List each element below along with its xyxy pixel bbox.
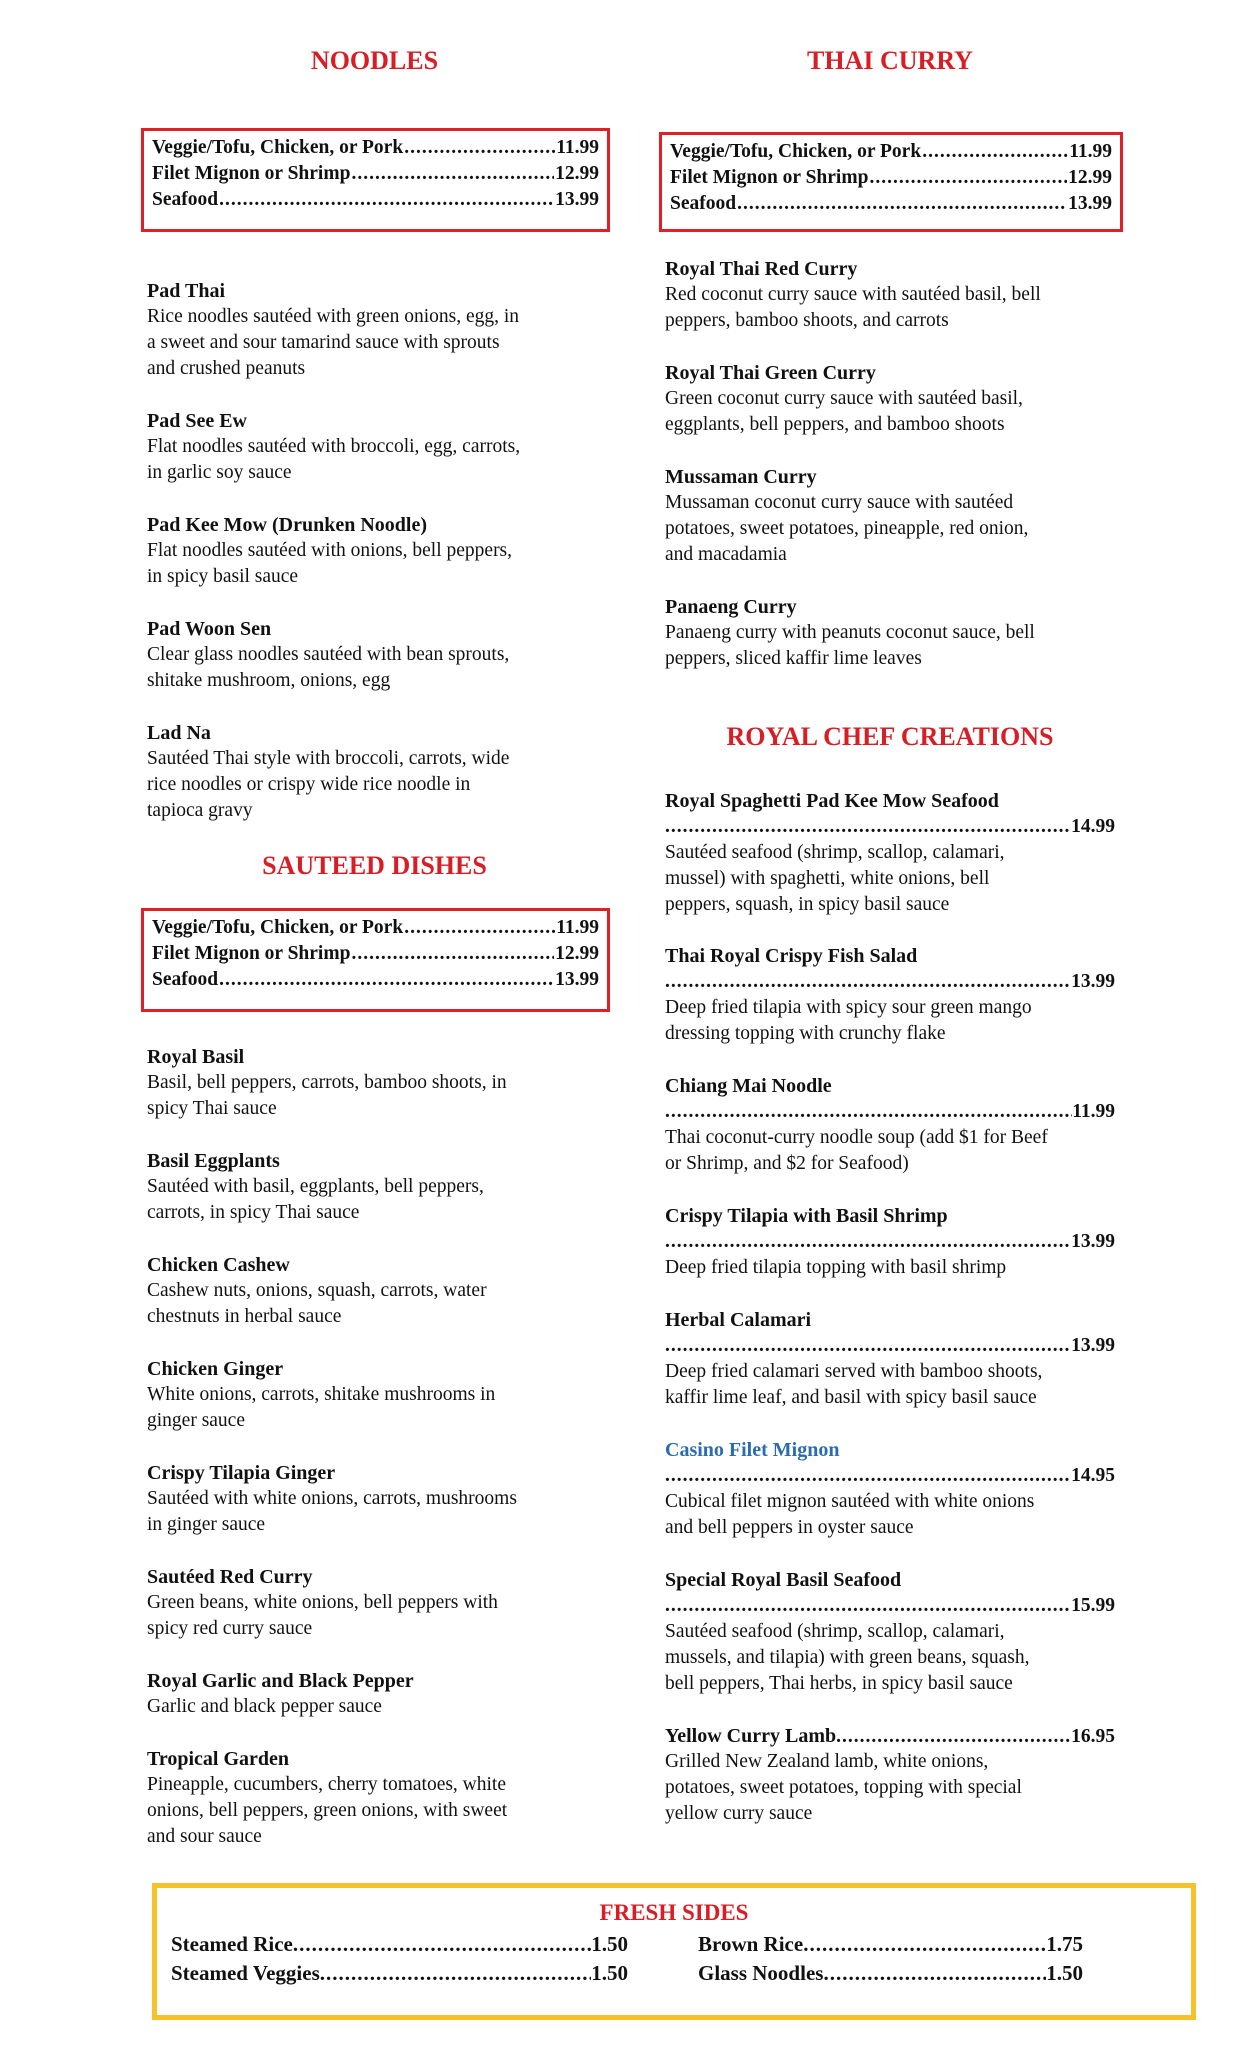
item-desc: Flat noodles sautéed with broccoli, egg, carrots, [147, 436, 521, 457]
item-desc: Green beans, white onions, bell peppers with [147, 1592, 498, 1613]
item-name: Chicken Cashew [147, 1254, 290, 1276]
item-desc: eggplants, bell peppers, and bamboo shoots [665, 414, 1005, 435]
menu-item [665, 1723, 1115, 1827]
item-desc: rice noodles or crispy wide rice noodle in [147, 774, 471, 795]
royal-chef-title: ROYAL CHEF CREATIONS [726, 722, 1054, 751]
menu-item [147, 408, 602, 486]
sauteed-title: SAUTEED DISHES [262, 851, 487, 880]
item-desc: peppers, squash, in spicy basil sauce [665, 894, 950, 915]
item-desc: Sautéed seafood (shrimp, scallop, calamari, [665, 842, 1005, 863]
item-name: Royal Basil [147, 1046, 245, 1068]
menu-item [147, 1044, 602, 1122]
item-name: Pad Kee Mow (Drunken Noodle) [147, 514, 427, 536]
item-desc: Rice noodles sautéed with green onions, egg, in [147, 306, 520, 327]
sides-right [698, 1930, 1083, 1988]
item-desc: spicy Thai sauce [147, 1098, 277, 1119]
price-line: ..... 15.99 [665, 1593, 1115, 1619]
item-name: Pad Thai [147, 280, 225, 302]
menu-item [665, 1567, 1115, 1697]
fresh-sides-box [152, 1883, 1196, 2020]
item-name: Royal Garlic and Black Pepper [147, 1670, 414, 1692]
price-line: ..... 11.99 [665, 1099, 1115, 1125]
item-desc: in garlic soy sauce [147, 462, 292, 483]
item-name: Tropical Garden [147, 1748, 290, 1770]
item-desc: mussel) with spaghetti, white onions, bell [665, 868, 990, 889]
noodles-title: NOODLES [310, 46, 439, 75]
menu-item [665, 1307, 1115, 1411]
item-name: Lad Na [147, 722, 211, 744]
menu-item [147, 1746, 602, 1850]
item-name: Crispy Tilapia with Basil Shrimp [665, 1205, 948, 1227]
menu-item [665, 464, 1115, 568]
price-row: Seafood ..... 13.99 [152, 187, 599, 213]
item-desc: bell peppers, Thai herbs, in spicy basil sauce [665, 1673, 1013, 1694]
item-desc: a sweet and sour tamarind sauce with sprouts [147, 332, 500, 353]
item-name: Special Royal Basil Seafood [665, 1569, 902, 1591]
noodles-price-box [141, 128, 610, 232]
item-desc: carrots, in spicy Thai sauce [147, 1202, 360, 1223]
item-desc: spicy red curry sauce [147, 1618, 313, 1639]
item-desc: shitake mushroom, onions, egg [147, 670, 391, 691]
item-name: Panaeng Curry [665, 596, 797, 618]
item-name: Pad See Ew [147, 410, 247, 432]
item-desc: Grilled New Zealand lamb, white onions, [665, 1751, 989, 1772]
menu-item [665, 256, 1115, 334]
item-desc: Clear glass noodles sautéed with bean sprouts, [147, 644, 510, 665]
menu-item [147, 720, 602, 824]
side-row: Brown Rice ..... 1.75 [698, 1930, 1083, 1959]
item-desc: dressing topping with crunchy flake [665, 1023, 946, 1044]
item-desc: White onions, carrots, shitake mushrooms in [147, 1384, 496, 1405]
item-desc: Deep fried calamari served with bamboo shoots, [665, 1361, 1043, 1382]
item-desc: in spicy basil sauce [147, 566, 299, 587]
price-row: Filet Mignon or Shrimp ..... 12.99 [152, 941, 599, 967]
menu-item [665, 360, 1115, 438]
price-line: ..... 14.99 [665, 814, 1115, 840]
item-desc: kaffir lime leaf, and basil with spicy basil sauce [665, 1387, 1037, 1408]
sides-left [171, 1930, 628, 1988]
item-name: Royal Thai Red Curry [665, 258, 858, 280]
item-desc: Flat noodles sautéed with onions, bell peppers, [147, 540, 513, 561]
item-name: Chiang Mai Noodle [665, 1075, 832, 1097]
item-desc: and crushed peanuts [147, 358, 306, 379]
price-row: Veggie/Tofu, Chicken, or Pork ..... 11.99 [152, 135, 599, 161]
item-name: Royal Thai Green Curry [665, 362, 876, 384]
side-row: Steamed Rice ..... 1.50 [171, 1930, 628, 1959]
item-desc: or Shrimp, and $2 for Seafood) [665, 1153, 909, 1174]
menu-item [147, 1564, 602, 1642]
item-desc: Sautéed seafood (shrimp, scallop, calamari, [665, 1621, 1005, 1642]
item-desc: Thai coconut-curry noodle soup (add $1 for Beef [665, 1127, 1048, 1148]
item-desc: Sautéed with white onions, carrots, mushrooms [147, 1488, 517, 1509]
item-desc: Panaeng curry with peanuts coconut sauce, bell [665, 622, 1035, 643]
thai-curry-price-box [659, 132, 1123, 232]
item-desc: Red coconut curry sauce with sautéed basil, bell [665, 284, 1041, 305]
sauteed-price-box [141, 908, 610, 1012]
menu-item [147, 1460, 602, 1538]
item-desc: peppers, sliced kaffir lime leaves [665, 648, 922, 669]
item-desc: yellow curry sauce [665, 1803, 813, 1824]
item-desc: Deep fried tilapia topping with basil shrimp [665, 1257, 1007, 1278]
menu-item [147, 1668, 602, 1720]
item-desc: tapioca gravy [147, 800, 253, 821]
item-name: Basil Eggplants [147, 1150, 280, 1172]
item-desc: Sautéed Thai style with broccoli, carrots, wide [147, 748, 510, 769]
menu-item [147, 278, 602, 382]
menu-item [665, 1073, 1115, 1177]
item-price: 16.95 [1071, 1726, 1115, 1747]
menu-item [665, 1437, 1115, 1541]
price-row: Filet Mignon or Shrimp ..... 12.99 [152, 161, 599, 187]
price-line: ..... 13.99 [665, 969, 1115, 995]
item-name: Mussaman Curry [665, 466, 817, 488]
item-desc: ginger sauce [147, 1410, 245, 1431]
menu-item [147, 616, 602, 694]
item-desc: Deep fried tilapia with spicy sour green mango [665, 997, 1032, 1018]
item-name: Chicken Ginger [147, 1358, 284, 1380]
item-desc: potatoes, sweet potatoes, topping with special [665, 1777, 1022, 1798]
price-row: Seafood ..... 13.99 [670, 191, 1112, 217]
item-name: Royal Spaghetti Pad Kee Mow Seafood [665, 790, 999, 812]
side-row: Steamed Veggies ..... 1.50 [171, 1959, 628, 1988]
item-desc: mussels, and tilapia) with green beans, squash, [665, 1647, 1030, 1668]
item-name: Pad Woon Sen [147, 618, 272, 640]
item-desc: peppers, bamboo shoots, and carrots [665, 310, 949, 331]
menu-item [665, 1203, 1115, 1281]
menu-item [147, 1356, 602, 1434]
menu-item [147, 512, 602, 590]
price-row: Veggie/Tofu, Chicken, or Pork ..... 11.99 [670, 139, 1112, 165]
item-desc: Mussaman coconut curry sauce with sautéed [665, 492, 1014, 513]
item-name: Thai Royal Crispy Fish Salad [665, 945, 918, 967]
item-desc: and macadamia [665, 544, 787, 565]
menu-item [147, 1148, 602, 1226]
item-name: Sautéed Red Curry [147, 1566, 313, 1588]
item-desc: Cubical filet mignon sautéed with white onions [665, 1491, 1035, 1512]
price-row: Veggie/Tofu, Chicken, or Pork ..... 11.99 [152, 915, 599, 941]
item-desc: chestnuts in herbal sauce [147, 1306, 342, 1327]
item-desc: Green coconut curry sauce with sautéed basil, [665, 388, 1023, 409]
menu-item [665, 594, 1115, 672]
item-desc: Pineapple, cucumbers, cherry tomatoes, white [147, 1774, 507, 1795]
item-desc: Garlic and black pepper sauce [147, 1696, 382, 1717]
price-line: ..... 13.99 [665, 1229, 1115, 1255]
fresh-sides-title: FRESH SIDES [599, 1900, 749, 1925]
item-desc: Basil, bell peppers, carrots, bamboo shoots, in [147, 1072, 507, 1093]
price-row: Filet Mignon or Shrimp ..... 12.99 [670, 165, 1112, 191]
price-line: ..... 13.99 [665, 1333, 1115, 1359]
item-name: Herbal Calamari [665, 1309, 812, 1331]
item-desc: and sour sauce [147, 1826, 262, 1847]
item-desc: onions, bell peppers, green onions, with sweet [147, 1800, 508, 1821]
menu-item [665, 788, 1115, 918]
item-desc: potatoes, sweet potatoes, pineapple, red onion, [665, 518, 1029, 539]
item-desc: Cashew nuts, onions, squash, carrots, water [147, 1280, 487, 1301]
menu-item [147, 1252, 602, 1330]
thai-curry-title: THAI CURRY [807, 46, 973, 75]
item-name-price [665, 1723, 1115, 1749]
menu-item [665, 943, 1115, 1047]
item-desc: Sautéed with basil, eggplants, bell peppers, [147, 1176, 484, 1197]
price-line: ..... 14.95 [665, 1463, 1115, 1489]
item-name: Crispy Tilapia Ginger [147, 1462, 336, 1484]
item-desc: in ginger sauce [147, 1514, 266, 1535]
price-row: Seafood ..... 13.99 [152, 967, 599, 993]
side-row: Glass Noodles ..... 1.50 [698, 1959, 1083, 1988]
item-desc: and bell peppers in oyster sauce [665, 1517, 914, 1538]
item-name: Yellow Curry Lamb [665, 1725, 837, 1747]
item-name: Casino Filet Mignon [665, 1439, 840, 1461]
